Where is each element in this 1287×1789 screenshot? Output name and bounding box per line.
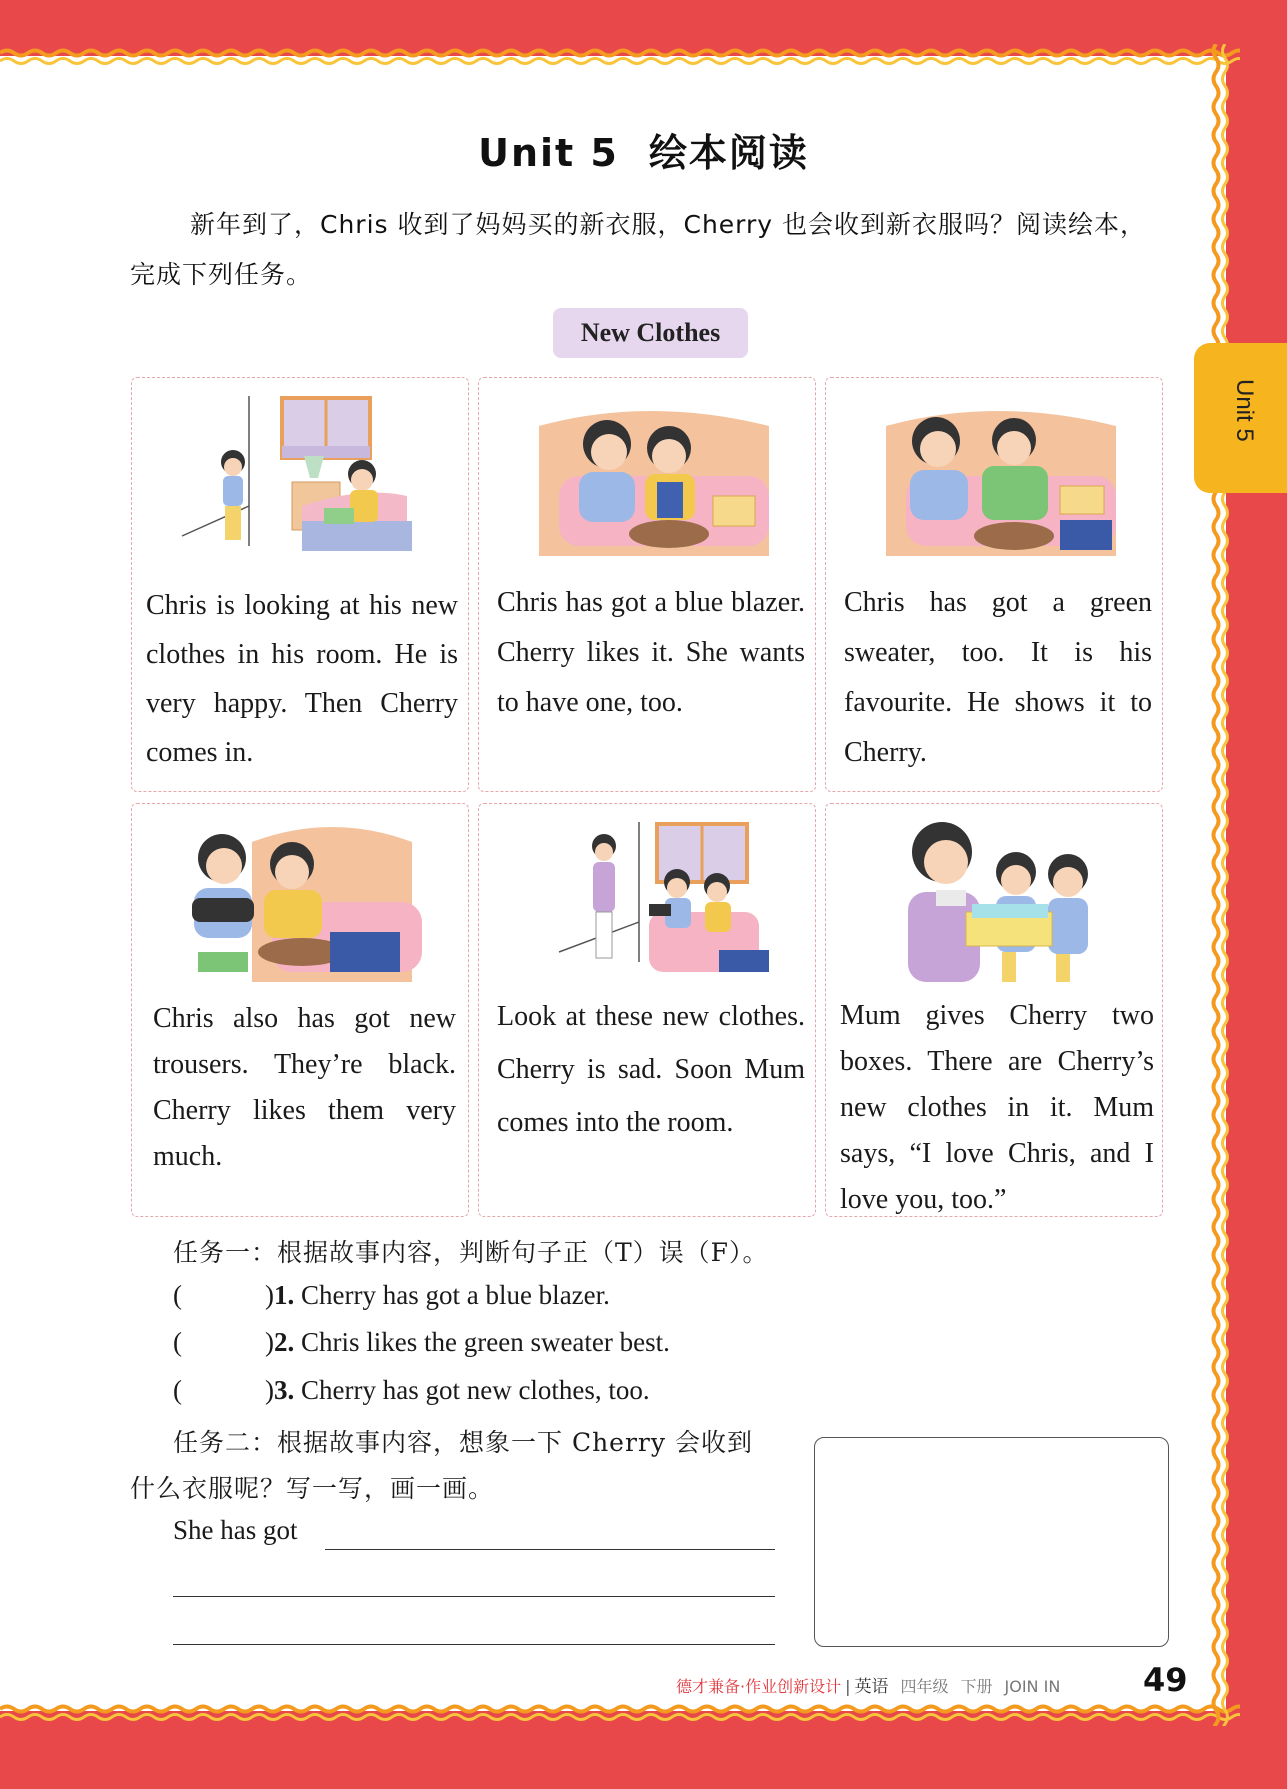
illustration-black-trousers xyxy=(152,812,452,992)
writing-line-2[interactable] xyxy=(173,1596,775,1597)
task2-heading-line1: 任务二：根据故事内容，想象一下 Cherry 会收到 xyxy=(173,1428,753,1457)
task1-item-1: ( )1. Cherry has got a blue blazer. xyxy=(173,1280,610,1310)
story-panel-6 xyxy=(825,803,1163,1217)
title-name: 绘本阅读 xyxy=(648,131,809,175)
task1-item-2: ( )2. Chris likes the green sweater best. xyxy=(173,1327,670,1357)
panel-text: Chris has got a blue blazer. Cherry likes it. She wants to have one, too. xyxy=(497,587,805,718)
writing-line-3[interactable] xyxy=(173,1644,775,1645)
footer-separator: | xyxy=(845,1677,851,1696)
wavy-border-bottom xyxy=(0,1700,1240,1726)
wavy-border-right xyxy=(1204,44,1238,1726)
task1-heading: 任务一：根据故事内容，判断句子正（T）误（F）。 xyxy=(173,1238,769,1267)
story-panel-4 xyxy=(131,803,469,1217)
intro-paragraph: 新年到了，Chris 收到了妈妈买的新衣服，Cherry 也会收到新衣服吗？阅读绘本，完成下列任务。 xyxy=(130,210,1147,289)
wavy-border-top xyxy=(0,44,1240,70)
illustration-green-sweater xyxy=(846,386,1146,566)
story-panel-5 xyxy=(478,803,816,1217)
task1-item-3: ( )3. Cherry has got new clothes, too. xyxy=(173,1375,650,1405)
footer-subject: 英语 xyxy=(854,1677,889,1697)
illustration-mum-comes-in xyxy=(499,812,799,992)
answer-blank[interactable]: ( xyxy=(173,1280,182,1310)
story-title: New Clothes xyxy=(553,308,748,358)
panel-text: Look at these new clothes. Cherry is sad. Soon Mum comes into the room. xyxy=(497,1001,805,1138)
footer-grade: 四年级 xyxy=(900,1677,949,1696)
title-unit: Unit 5 xyxy=(478,131,619,175)
illustration-mum-gives-boxes xyxy=(846,812,1146,992)
illustration-boy-in-room xyxy=(152,386,452,566)
panel-text: Chris also has got new trousers. They’re black. Cherry likes them very much. xyxy=(153,1003,456,1172)
panel-text: Mum gives Cherry two boxes. There are Cherry’s new clothes in it. Mum says, “I love Chris, and I love you, too.” xyxy=(840,1000,1154,1215)
panel-text: Chris is looking at his new clothes in his room. He is very happy. Then Cherry comes in. xyxy=(146,590,458,768)
page-footer xyxy=(676,1672,1060,1697)
page-number: 49 xyxy=(1143,1661,1188,1699)
unit-side-tab-label: Unit 5 xyxy=(1231,379,1258,442)
item-number: 1. xyxy=(274,1280,295,1310)
item-text: Chris likes the green sweater best. xyxy=(301,1327,670,1357)
story-panel-2 xyxy=(478,377,816,792)
illustration-blue-blazer xyxy=(499,386,799,566)
footer-series: JOIN IN xyxy=(1004,1677,1061,1696)
drawing-box[interactable] xyxy=(814,1437,1169,1647)
task2-heading-line2: 什么衣服呢？写一写，画一画。 xyxy=(130,1474,495,1503)
answer-blank[interactable]: ( xyxy=(173,1375,182,1405)
footer-volume: 下册 xyxy=(960,1677,993,1696)
task2-prompt: She has got xyxy=(173,1515,298,1545)
page-title xyxy=(0,122,1287,177)
item-text: Cherry has got a blue blazer. xyxy=(301,1280,610,1310)
panel-text: Chris has got a green sweater, too. It is his favourite. He shows it to Cherry. xyxy=(844,587,1152,768)
story-panel-3 xyxy=(825,377,1163,792)
unit-side-tab xyxy=(1194,343,1287,493)
story-panel-1 xyxy=(131,377,469,792)
item-number: 2. xyxy=(274,1327,295,1357)
item-text: Cherry has got new clothes, too. xyxy=(301,1375,650,1405)
answer-blank[interactable]: ( xyxy=(173,1327,182,1357)
item-number: 3. xyxy=(274,1375,295,1405)
footer-brand: 德才兼备·作业创新设计 xyxy=(676,1677,842,1696)
writing-line-1[interactable] xyxy=(325,1549,775,1550)
